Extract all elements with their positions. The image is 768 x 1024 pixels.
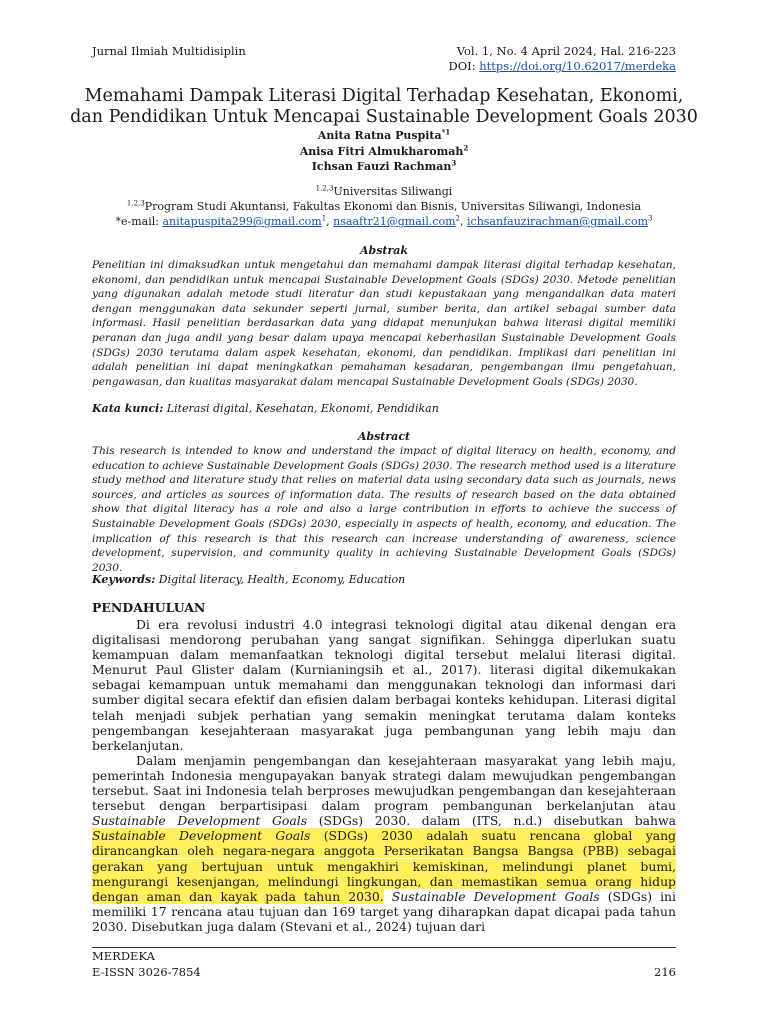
section-heading: PENDAHULUAN	[92, 600, 206, 615]
author-2: Anisa Fitri Almukharomah$^2$	[299, 142, 469, 158]
email-link-3[interactable]: ichsanfauzirachman@gmail.com	[467, 215, 649, 228]
paragraph-2: Dalam menjamin pengembangan dan kesejahteraan masyarakat yang lebih maju, pemerintah Indonesia mengupayakan banyak strategi dalam mewujudkan pengembangan tersebut. Saat ini Indonesia telah berproses mewujudkan pengembangan dan kesejahteraan tersebut dengan berpartisipasi dalam program pembangunan berkelanjutan atau Sustainable Development Goals (SDGs) 2030. dalam (ITS, n.d.) disebutkan bahwa Sustainable Development Goals (SDGs) 2030 adalah suatu rencana global yang dirancangkan oleh negara-negara anggota Perserikatan Bangsa Bangsa (PBB) sebagai gerakan yang bertujuan untuk mengakhiri kemiskinan, melindungi planet bumi, mengurangi kesenjangan, melindungi lingkungan, dan memastikan semua orang hidup dengan aman dan kayak pada tahun 2030. Sustainable Development Goals (SDGs) ini memiliki 17 rencana atau tujuan dan 169 target yang diharapkan dapat dicapai pada tahun 2030. Disebutkan juga dalam (Stevani et al., 2024) tujuan dari	[92, 752, 676, 934]
abstract-text: This research is intended to know and understand the impact of digital literacy on health, economy, and education to achieve Sustainable Development Goals (SDGs) 2030. The research method used is a literature study method and literature study that relies on material data using secondary data such as journals, news sources, and articles as sources of information data. The results of research based on the data obtained show that digital literacy has a role and also a large contribution in efforts to achieve the success of Sustainable Development Goals (SDGs) 2030, especially in aspects of health, economy, and education. The implication of this research is that this research can increase understanding of awareness, science development, supervision, and community quality in achieving Sustainable Development Goals (SDGs) 2030.	[92, 445, 676, 574]
university: $^{1,2,3}$Universitas Siliwangi	[315, 184, 453, 198]
footer-journal: MERDEKA	[92, 949, 155, 963]
title-line-2: dan Pendidikan Untuk Mencapai Sustainable Development Goals 2030	[70, 107, 698, 127]
email-link-1[interactable]: anitapuspita299@gmail.com	[162, 215, 322, 228]
title-line-1: Memahami Dampak Literasi Digital Terhadap Kesehatan, Ekonomi,	[84, 86, 684, 106]
kata-kunci: Kata kunci: Literasi digital, Kesehatan, Ekonomi, Pendidikan	[92, 402, 439, 415]
abstrak-heading: Abstrak	[359, 244, 409, 257]
affiliation-block	[60, 184, 708, 229]
footer-left	[92, 949, 201, 980]
paragraph-1: Di era revolusi industri 4.0 integrasi teknologi digital atau dikenal dengan era digitalisasi mendorong perubahan yang sangat signifikan. Sehingga diperlukan suatu kemampuan dalam memanfaatkan teknologi digital tersebut melalui literasi digital. Menurut Paul Glister dalam (Kurnianingsih et al., 2017). literasi digital dikemukakan sebagai kemampuan untuk memahami dan menggunakan teknologi dan informasi dari sumber digital secara efektif dan efisien dalam berbagai konteks kehidupan. Literasi digital telah menjadi subjek perhatian yang semakin meningkat terutama dalam konteks pengembangan kesejahteraan masyarakat juga pembangunan yang lebih maju dan berkelanjutan.	[92, 617, 676, 753]
doi-link[interactable]: https://doi.org/10.62017/merdeka	[479, 59, 676, 73]
running-header-journal: Jurnal Ilmiah Multidisiplin	[92, 44, 246, 58]
abstract-heading: Abstract	[357, 430, 411, 443]
doi-line	[449, 59, 677, 74]
keywords: Keywords: Digital literacy, Health, Economy, Education	[92, 573, 406, 586]
highlighted-text: Sustainable Development Goals (SDGs) 2030 adalah suatu rencana global yang dirancangkan oleh negara-negara anggota Perserikatan Bangsa Bangsa (PBB) sebagai gerakan yang bertujuan untuk mengakhiri kemiskinan, melindungi planet bumi, mengurangi kesenjangan, melindungi lingkungan, dan memastikan semua orang hidup dengan aman dan kayak pada tahun 2030.	[92, 828, 676, 904]
program: $^{1,2,3}$Program Studi Akuntansi, Fakultas Ekonomi dan Bisnis, Universitas Siliwangi, Indonesia	[126, 199, 642, 213]
doi-label: DOI:	[448, 59, 480, 73]
paper-title	[60, 86, 708, 128]
email-link-2[interactable]: nsaaftr21@gmail.com	[333, 215, 456, 228]
author-list	[60, 128, 708, 175]
email-line: *e-mail: anitapuspita299@gmail.com$^1$, nsaaftr21@gmail.com$^2$, ichsanfauzirachman@gmail.com$^3$	[115, 214, 653, 228]
author-3: Ichsan Fauzi Rachman$^3$	[311, 158, 457, 173]
abstrak-text: Penelitian ini dimaksudkan untuk mengetahui dan memahami dampak literasi digital terhadap kesehatan, ekonomi, dan pendidikan untuk mencapai Sustainable Development Goals (SDGs) 2030. Metode penelitian yang digunakan adalah metode studi literatur dan studi kepustakaan yang mengandalkan data materi dengan menggunakan data sekunder seperti jurnal, sumber berita, dan artikel sebagai sumber data informasi. Hasil penelitian berdasarkan data yang didapat menunjukan bahwa literasi digital memiliki peranan dan juga andil yang besar dalam upaya mencapai keberhasilan Sustainable Development Goals (SDGs) 2030 terutama dalam aspek kesehatan, ekonomi, dan pendidikan. Implikasi dari penelitian ini adalah penelitian ini dapat meningkatkan pemahaman kesadaran, pengembangan ilmu pengetahuan, pengawasan, dan kualitas masyarakat dalam mencapai Sustainable Development Goals (SDGs) 2030.	[92, 259, 676, 388]
page-number: 216	[654, 965, 676, 979]
volume-info: Vol. 1, No. 4 April 2024, Hal. 216-223	[456, 44, 676, 58]
body-text	[92, 617, 676, 934]
footer-issn: E-ISSN 3026-7854	[92, 964, 201, 979]
author-1: Anita Ratna Puspita$^{*1}$	[317, 127, 451, 142]
footer-divider	[92, 947, 676, 948]
running-header-info	[449, 44, 677, 74]
